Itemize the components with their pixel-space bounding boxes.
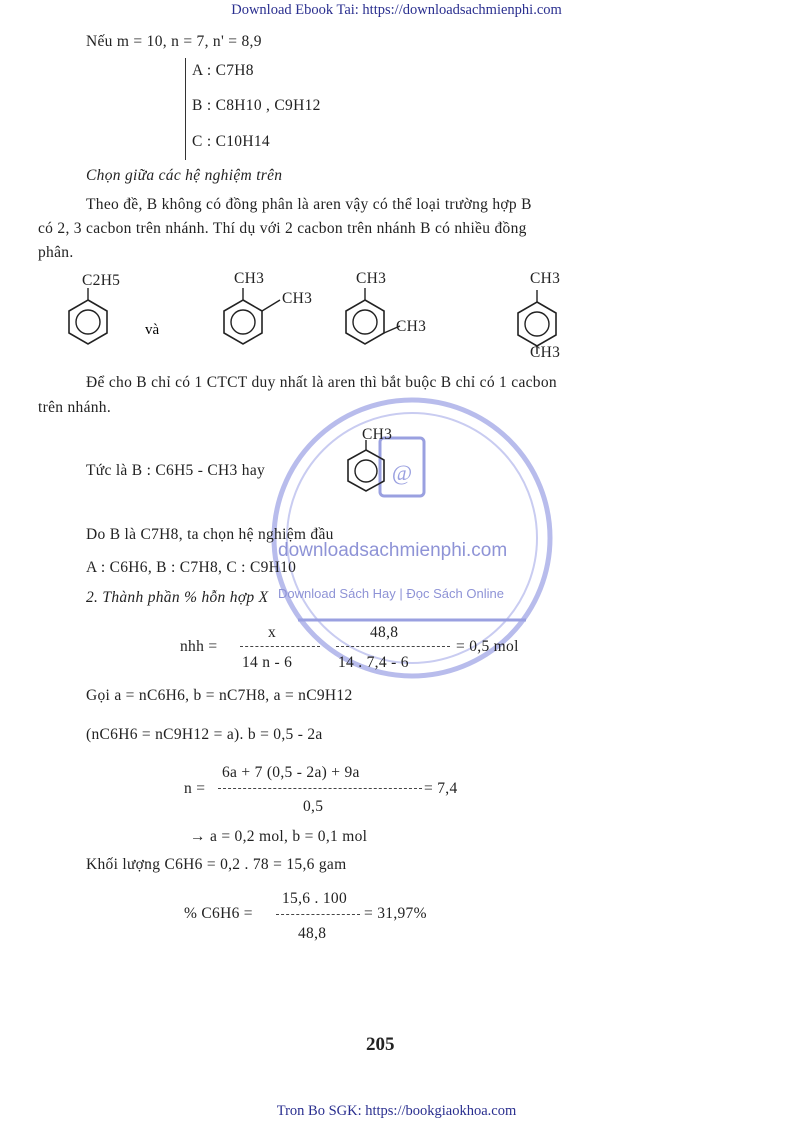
eq1-lhs: nhh = xyxy=(180,638,218,655)
paragraph-2-line-1: Để cho B chỉ có 1 CTCT duy nhất là aren thì bắt buộc B chỉ có 1 cacbon xyxy=(86,374,557,391)
ortho-xylene-structure xyxy=(224,288,280,344)
ethyl-substituent-label: C2H5 xyxy=(82,272,121,289)
eq7-denominator: 48,8 xyxy=(298,925,327,942)
eq4-denominator: 0,5 xyxy=(303,798,324,815)
toluene-ch3-label: CH3 xyxy=(362,426,393,443)
toluene-structure xyxy=(338,436,398,496)
eq1-result: = 0,5 mol xyxy=(456,638,519,655)
footer-link[interactable]: Tron Bo SGK: https://bookgiaokhoa.com xyxy=(276,1103,517,1119)
case-b: B : C8H10 , C9H12 xyxy=(192,97,321,114)
paragraph-1-line-1: Theo đề, B không có đồng phân là aren vậy có thể loại trường hợp B xyxy=(86,196,532,213)
case-c: C : C10H14 xyxy=(192,133,270,150)
page-number: 205 xyxy=(366,1034,395,1055)
eq1-numerator-1: x xyxy=(268,624,277,641)
eq7-numerator: 15,6 . 100 xyxy=(282,890,347,907)
eq1-denominator-2: 14 . 7,4 - 6 xyxy=(338,654,409,671)
choose-heading: Chọn giữa các hệ nghiệm trên xyxy=(86,167,283,184)
header-link[interactable]: Download Ebook Tai: https://downloadsachmienphi.com xyxy=(231,2,562,18)
eq1-denominator-1: 14 n - 6 xyxy=(242,654,293,671)
watermark-site: downloadsachmienphi.com xyxy=(278,540,508,561)
condition-line: Nếu m = 10, n = 7, n' = 8,9 xyxy=(86,33,262,50)
pxylene-ch3-top: CH3 xyxy=(530,270,561,287)
case-a: A : C7H8 xyxy=(192,62,254,79)
ethylbenzene-structure xyxy=(69,288,107,344)
isomer-structures xyxy=(60,270,600,370)
paragraph-3: Do B là C7H8, ta chọn hệ nghiệm đầu xyxy=(86,526,334,543)
oxylene-ch3-top: CH3 xyxy=(234,270,265,287)
eq7-lhs: % C6H6 = xyxy=(184,905,253,922)
eq6-line: Khối lượng C6H6 = 0,2 . 78 = 15,6 gam xyxy=(86,856,347,873)
case-brace xyxy=(185,58,186,160)
svg-text:@: @ xyxy=(391,460,413,485)
mxylene-ch3-side: CH3 xyxy=(396,318,427,335)
watermark-tagline: Download Sách Hay | Đọc Sách Online xyxy=(278,586,504,601)
eq4-lhs: n = xyxy=(184,780,206,797)
eq2-line: Gọi a = nC6H6, b = nC7H8, a = nC9H12 xyxy=(86,687,353,704)
paragraph-1-line-2: có 2, 3 cacbon trên nhánh. Thí dụ với 2 cacbon trên nhánh B có nhiều đồng xyxy=(38,220,527,237)
toluene-formula-text: Tức là B : C6H5 - CH3 hay xyxy=(86,462,266,479)
section-2-heading: 2. Thành phần % hỗn hợp X xyxy=(86,589,269,606)
eq5-line: → a = 0,2 mol, b = 0,1 mol xyxy=(190,828,368,845)
and-word: và xyxy=(145,322,160,338)
paragraph-1-line-3: phân. xyxy=(38,244,74,261)
eq1-numerator-2: 48,8 xyxy=(370,624,399,641)
pxylene-ch3-bottom: CH3 xyxy=(530,344,561,361)
eq4-numerator: 6a + 7 (0,5 - 2a) + 9a xyxy=(222,764,360,781)
eq7-result: = 31,97% xyxy=(364,905,427,922)
oxylene-ch3-side: CH3 xyxy=(282,290,313,307)
eq4-result: = 7,4 xyxy=(424,780,458,797)
solution-line: A : C6H6, B : C7H8, C : C9H10 xyxy=(86,559,297,576)
meta-xylene-structure xyxy=(346,288,400,344)
eq3-line: (nC6H6 = nC9H12 = a). b = 0,5 - 2a xyxy=(86,726,323,743)
mxylene-ch3-top: CH3 xyxy=(356,270,387,287)
paragraph-2-line-2: trên nhánh. xyxy=(38,399,112,416)
